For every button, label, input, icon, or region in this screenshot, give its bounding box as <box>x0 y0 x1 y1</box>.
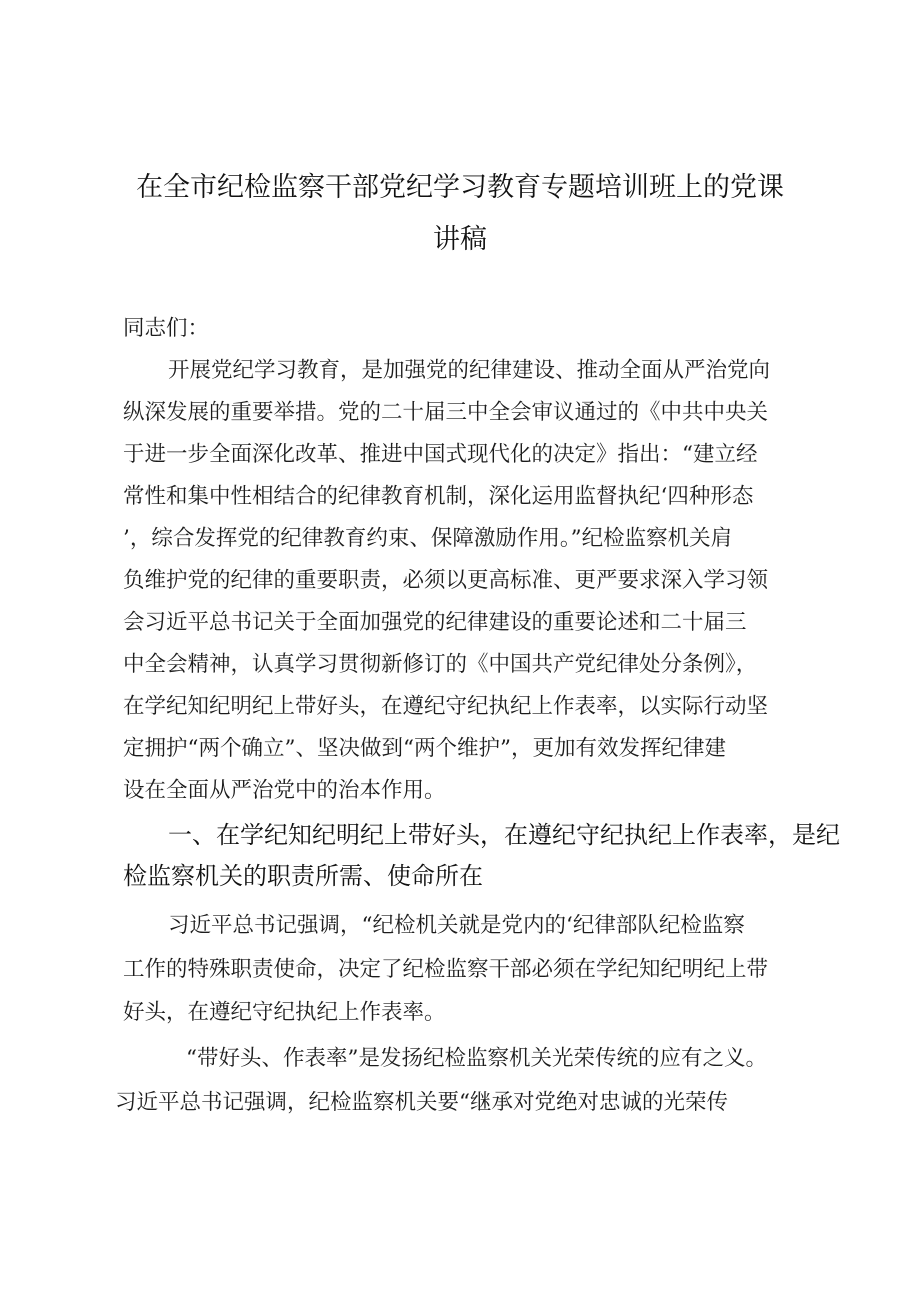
section-heading: 一、在学纪知纪明纪上带好头，在遵纪守纪执纪上作表率，是纪 <box>168 821 840 849</box>
intro-paragraph-line: 定拥护“两个确立”、坚决做到“两个维护”，更加有效发挥纪律建 <box>123 736 726 761</box>
body-paragraph-line: 习近平总书记强调，“纪检机关就是党内的‘纪律部队纪检监察 <box>168 913 745 938</box>
section-heading-continued: 检监察机关的职责所需、使命所在 <box>123 862 483 890</box>
intro-paragraph-line: ’，综合发挥党的纪律教育约束、保障激励作用。”纪检监察机关肩 <box>123 526 733 551</box>
intro-paragraph-line: 负维护党的纪律的重要职责，必须以更高标准、更严要求深入学习领 <box>123 568 769 593</box>
intro-paragraph-line: 开展党纪学习教育，是加强党的纪律建设、推动全面从严治党向 <box>168 358 771 383</box>
body-paragraph-line: 工作的特殊职责使命，决定了纪检监察干部必须在学纪知纪明纪上带 <box>123 957 769 982</box>
intro-paragraph-line: 设在全面从严治党中的治本作用。 <box>123 778 446 803</box>
document-title-continued: 讲稿 <box>433 224 487 255</box>
intro-paragraph-line: 于进一步全面深化改革、推进中国式现代化的决定》指出：“建立经 <box>123 442 758 467</box>
greeting: 同志们： <box>123 316 210 341</box>
body-paragraph-line: 好头，在遵纪守纪执纪上作表率。 <box>123 1000 446 1025</box>
intro-paragraph-line: 纵深发展的重要举措。党的二十届三中全会审议通过的《中共中央关 <box>123 400 769 425</box>
intro-paragraph-line: 会习近平总书记关于全面加强党的纪律建设的重要论述和二十届三 <box>123 610 747 635</box>
intro-paragraph-line: 常性和集中性相结合的纪律教育机制，深化运用监督执纪‘四种形态 <box>123 484 754 509</box>
body-paragraph-line: 习近平总书记强调，纪检监察机关要“继承对党绝对忠诚的光荣传 <box>115 1090 728 1115</box>
document-title: 在全市纪检监察干部党纪学习教育专题培训班上的党课 <box>136 172 784 203</box>
intro-paragraph-line: 在学纪知纪明纪上带好头，在遵纪守纪执纪上作表率，以实际行动坚 <box>123 694 769 719</box>
body-paragraph-line: “带好头、作表率”是发扬纪检监察机关光荣传统的应有之义。 <box>186 1046 767 1071</box>
intro-paragraph-line: 中全会精神，认真学习贯彻新修订的《中国共产党纪律处分条例》， <box>123 652 758 677</box>
